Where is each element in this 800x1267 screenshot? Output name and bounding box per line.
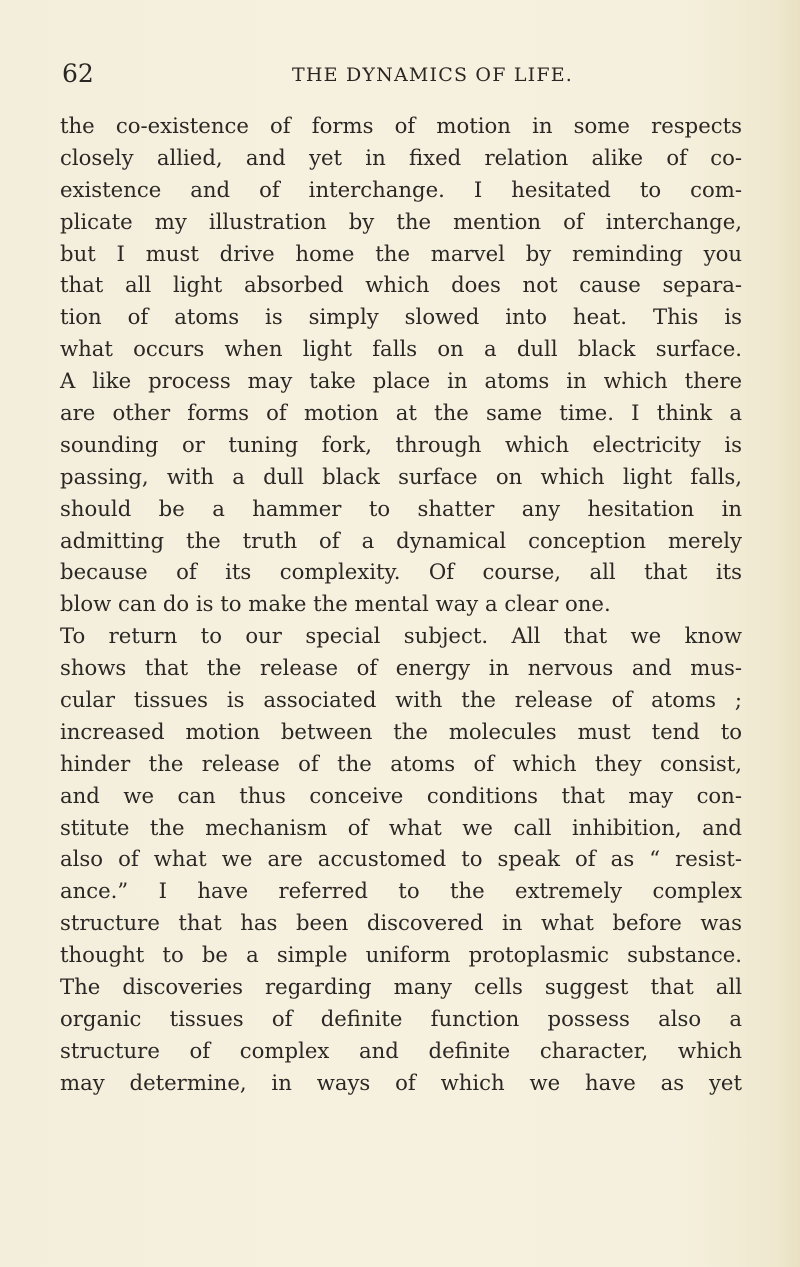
text-line: structure that has been discovered in what before was [60, 910, 742, 936]
text-line: structure of complex and definite character, which [60, 1037, 742, 1063]
text-line: thought to be a simple uniform protoplasmic substance. [60, 942, 742, 968]
text-line: A like process may take place in atoms in which there [60, 368, 742, 394]
text-line: are other forms of motion at the same time. I think a [60, 400, 742, 426]
body-text [60, 110, 742, 1099]
text-line: ance.” I have referred to the extremely complex [60, 878, 742, 904]
text-line: what occurs when light falls on a dull black surface. [60, 336, 742, 362]
text-line: because of its complexity. Of course, all that its [60, 559, 742, 585]
text-line: cular tissues is associated with the release of atoms ; [60, 687, 742, 713]
text-line: but I must drive home the marvel by reminding you [60, 240, 742, 266]
text-line: should be a hammer to shatter any hesitation in [60, 495, 742, 521]
text-line: and we can thus conceive conditions that may con- [60, 782, 742, 808]
text-line: sounding or tuning fork, through which electricity is [60, 431, 742, 457]
text-line: blow can do is to make the mental way a clear one. [60, 591, 611, 617]
running-head: THE DYNAMICS OF LIFE. [292, 64, 574, 86]
text-line: closely allied, and yet in fixed relation alike of co- [60, 144, 742, 170]
page-header [0, 58, 800, 90]
text-line: organic tissues of definite function possess also a [60, 1005, 742, 1031]
text-line: also of what we are accustomed to speak of as “ resist- [60, 846, 742, 872]
text-line: admitting the truth of a dynamical conception merely [60, 527, 742, 553]
text-line: existence and of interchange. I hesitated to com- [60, 176, 742, 202]
text-line: may determine, in ways of which we have as yet [60, 1069, 742, 1095]
text-line: that all light absorbed which does not cause separa- [60, 272, 742, 298]
text-line: The discoveries regarding many cells suggest that all [60, 974, 742, 1000]
text-line: shows that the release of energy in nervous and mus- [60, 655, 742, 681]
text-line: tion of atoms is simply slowed into heat. This is [60, 304, 742, 330]
page-number: 62 [62, 59, 94, 88]
text-line: plicate my illustration by the mention of interchange, [60, 208, 742, 234]
text-line: stitute the mechanism of what we call inhibition, and [60, 814, 742, 840]
text-line: the co-existence of forms of motion in some respects [60, 113, 742, 138]
text-line: hinder the release of the atoms of which they consist, [60, 750, 742, 776]
text-line: To return to our special subject. All that we know [60, 623, 742, 649]
text-line: increased motion between the molecules must tend to [60, 718, 742, 744]
text-line: passing, with a dull black surface on which light falls, [60, 463, 742, 489]
